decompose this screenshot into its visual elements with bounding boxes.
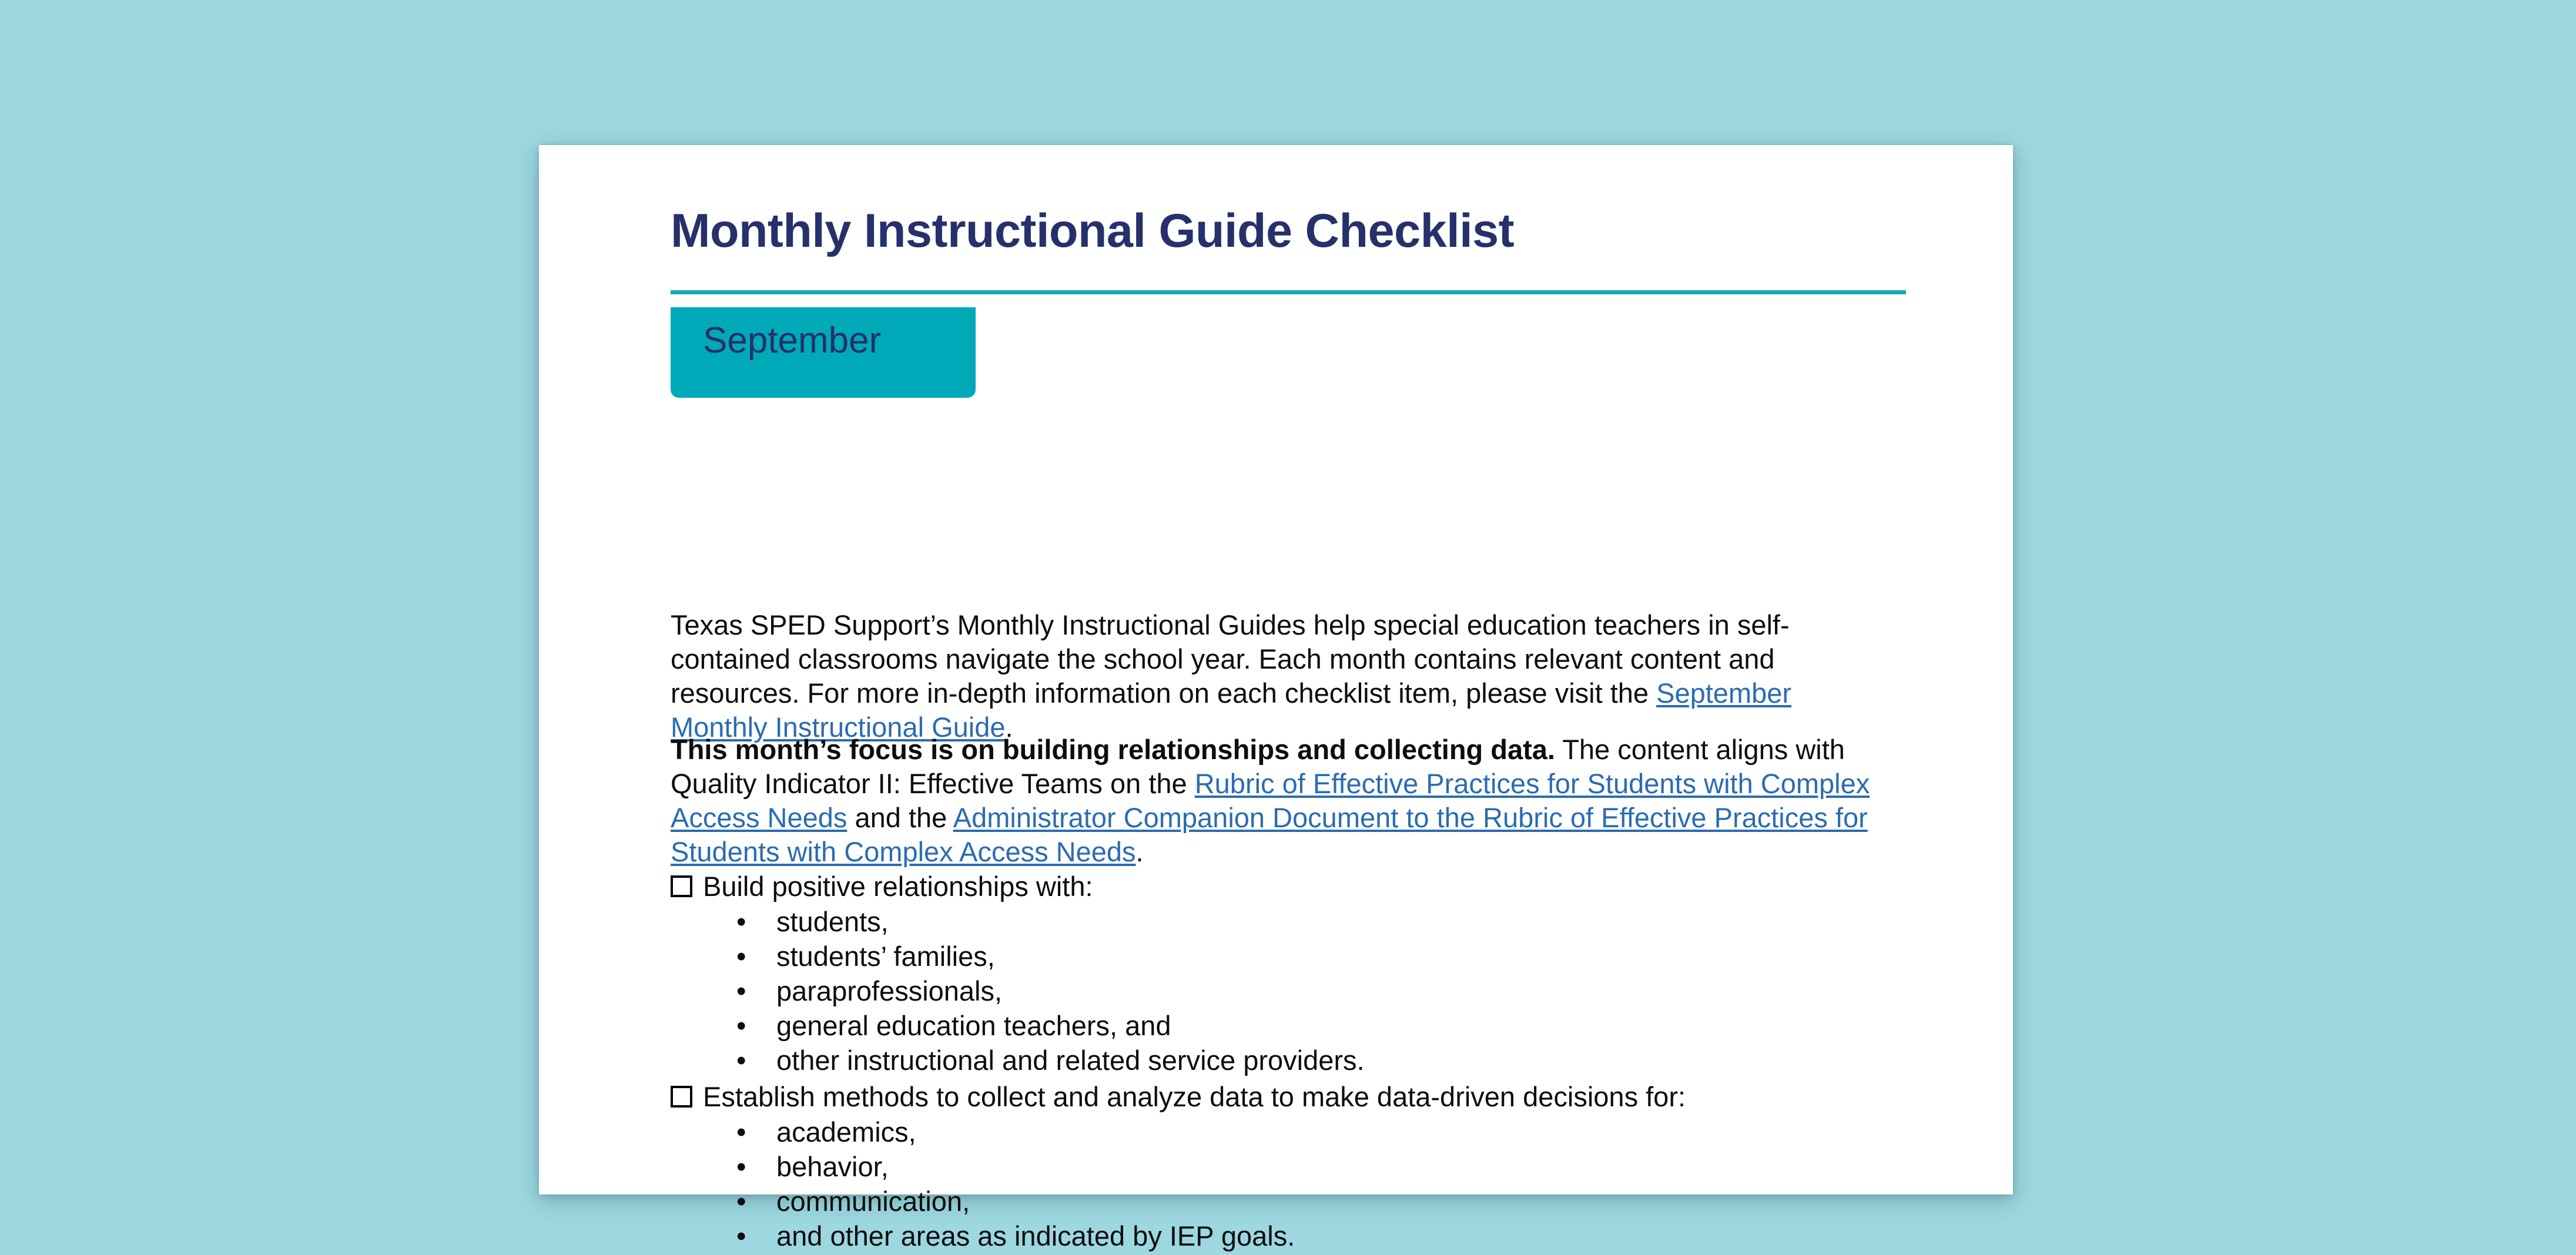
bullet-icon: • — [736, 1045, 746, 1076]
checklist — [671, 869, 1905, 1255]
checklist-group — [671, 1079, 1905, 1253]
list-item — [671, 1043, 1905, 1078]
checklist-sub-list — [671, 904, 1905, 1078]
list-item-label: students’ families, — [776, 941, 995, 972]
list-item — [671, 1219, 1905, 1253]
list-item-label: general education teachers, and — [776, 1010, 1171, 1041]
list-item — [671, 1008, 1905, 1043]
checklist-item[interactable] — [671, 1079, 1905, 1115]
list-item-label: other instructional and related service providers. — [776, 1045, 1365, 1076]
checklist-item[interactable] — [671, 869, 1905, 904]
focus-text-tail: . — [1135, 836, 1144, 867]
checklist-sub-list — [671, 1115, 1905, 1253]
bullet-icon: • — [736, 1010, 746, 1041]
bullet-icon: • — [736, 1186, 746, 1217]
bullet-icon: • — [736, 1116, 746, 1147]
intro-paragraph — [671, 608, 1893, 744]
list-item-label: and other areas as indicated by IEP goals. — [776, 1220, 1295, 1251]
page-title: Monthly Instructional Guide Checklist — [671, 204, 1515, 257]
focus-paragraph — [671, 733, 1893, 869]
checklist-group — [671, 869, 1905, 1078]
month-badge-label: September — [703, 320, 882, 361]
checkbox-icon[interactable] — [671, 1086, 692, 1108]
document-page — [539, 145, 2013, 1251]
list-item — [671, 974, 1905, 1008]
link-rubric-of-effective-practices[interactable]: Rubric of Effective Practices for Students with Complex Access Needs — [671, 768, 1870, 833]
bullet-icon: • — [736, 975, 746, 1006]
list-item-label: paraprofessionals, — [776, 975, 1003, 1006]
list-item — [671, 1184, 1905, 1219]
link-administrator-companion-document[interactable]: Administrator Companion Document to the Rubric of Effective Practices for Students with Complex Access Needs — [671, 802, 1868, 867]
title-divider-rule — [671, 290, 1906, 294]
focus-text-between-links: and the — [847, 802, 953, 833]
month-badge — [671, 307, 976, 398]
checklist-item-label: Establish methods to collect and analyze data to make data-driven decisions for: — [703, 1081, 1686, 1112]
link-september-monthly-instructional-guide[interactable]: September Monthly Instructional Guide — [671, 677, 1791, 743]
list-item — [671, 1115, 1905, 1149]
bullet-icon: • — [736, 1151, 746, 1182]
list-item-label: students, — [776, 906, 889, 937]
list-item — [671, 904, 1905, 939]
list-item-label: communication, — [776, 1186, 970, 1217]
checkbox-icon[interactable] — [671, 875, 692, 897]
bullet-icon: • — [736, 906, 746, 937]
intro-text-before-link: Texas SPED Support’s Monthly Instructional Guides help special education teachers in self-contained classrooms navigate the school year. Each month contains relevant content and resources. For more in-depth information on each checklist item, please visit the — [671, 609, 1790, 709]
intro-text-after-link: . — [1005, 712, 1013, 743]
bullet-icon: • — [736, 1220, 746, 1251]
bullet-icon: • — [736, 941, 746, 972]
checklist-item-label: Build positive relationships with: — [703, 871, 1093, 902]
list-item — [671, 939, 1905, 974]
focus-text-after-bold: The content aligns with Quality Indicator II: Effective Teams on the — [671, 734, 1845, 799]
list-item-label: academics, — [776, 1116, 916, 1147]
list-item-label: behavior, — [776, 1151, 889, 1182]
focus-bold-lead: This month’s focus is on building relationships and collecting data. — [671, 734, 1555, 765]
list-item — [671, 1149, 1905, 1184]
